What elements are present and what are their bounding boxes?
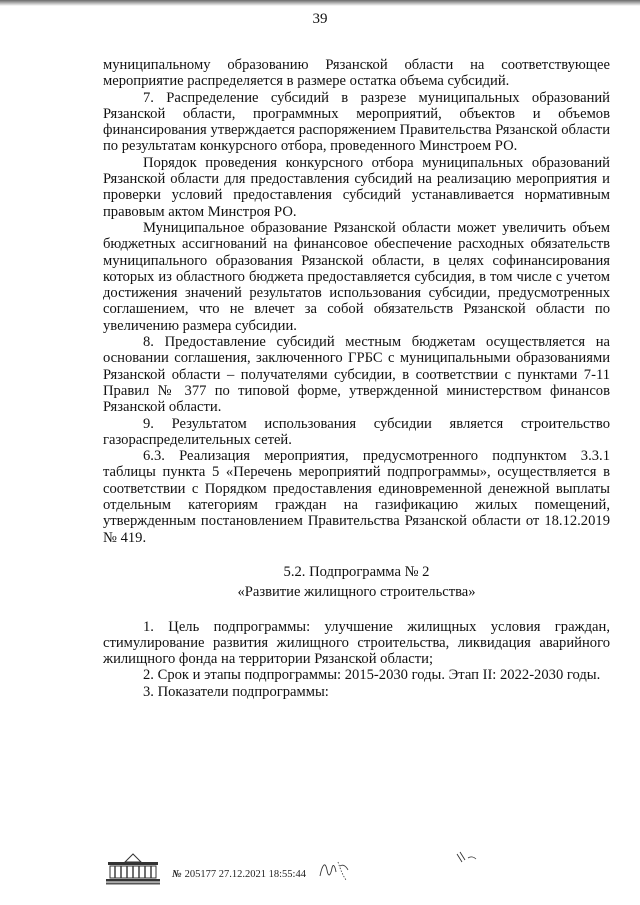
paragraph-selection-procedure: Порядок проведения конкурсного отбора муниципальных образований Рязанской области для предоставления субсидий на реализацию мероприятия и проверки условий предоставления субсидий устанавливается нормативным правовым актом Минстроя РО. [103,154,610,220]
page-footer [0,840,640,890]
document-body [103,57,610,700]
item-indicators: 3. Показатели подпрограммы: [143,683,329,700]
paragraph-9: 9. Результатом использования субсидии является строительство газораспределительных сетей. [103,415,610,448]
item-term: 2. Срок и этапы подпрограммы: 2015-2030 годы. Этап II: 2022-2030 годы. [143,667,601,684]
item-goal: 1. Цель подпрограммы: улучшение жилищных условия граждан, стимулирование развития жилищного строительства, ликвидация аварийного жилищного фонда на территории Рязанской области; [103,618,610,668]
paragraph-7: 7. Распределение субсидий в разрезе муниципальных образований Рязанской области, программных мероприятий, объектов и объемов финансирования утверждается распоряжением Правительства Рязанской области по результатам конкурсного отбора, проведенного Минстроем РО. [103,89,610,155]
registration-stamp [172,869,306,880]
paragraph-8: 8. Предоставление субсидий местным бюджетам осуществляется на основании соглашения, заключенного ГРБС с муниципальными образованиями Рязанской области – получателями субсидии, в соответствии с пунктами 7-11 Правил № 377 по типовой форме, утвержденной министерством финансов Рязанской области. [103,334,610,416]
registration-text: 205177 27.12.2021 18:55:44 [184,869,306,880]
page-number: 39 [312,11,328,27]
initials-mark-icon [454,848,480,868]
paragraph-6-3: 6.3. Реализация мероприятия, предусмотренного подпунктом 3.3.1 таблицы пункта 5 «Перечень мероприятий подпрограммы», осуществляется в соответствии с Порядком предоставления единовременной денежной выплаты отдельным категориям граждан на газификацию жилых помещений, утвержденным постановлением Правительства Рязанской области от 18.12.2019 № 419. [103,448,610,546]
number-sign-icon: № [172,869,182,880]
section-subheading: «Развитие жилищного строительства» [237,584,476,601]
paragraph-continuation: муниципальному образованию Рязанской области на соответствующее мероприятие распределяется в размере остатка объема субсидий. [103,57,610,90]
scan-edge [0,0,640,6]
signature-icon [316,854,356,884]
section-heading: 5.2. Подпрограмма № 2 [283,563,430,580]
paragraph-municipal-budget: Муниципальное образование Рязанской области может увеличить объем бюджетных ассигнований на финансовое обеспечение расходных обязательств муниципального образования Рязанской области, в целях софинансирования которых из областного бюджета предоставляется субсидия, в том числе с учетом достижения значений результатов использования субсидии, предусмотренных соглашением, что не влечет за собой обязательств Рязанской области по увеличению размера субсидии. [103,219,610,334]
government-building-stamp-icon [104,852,162,886]
